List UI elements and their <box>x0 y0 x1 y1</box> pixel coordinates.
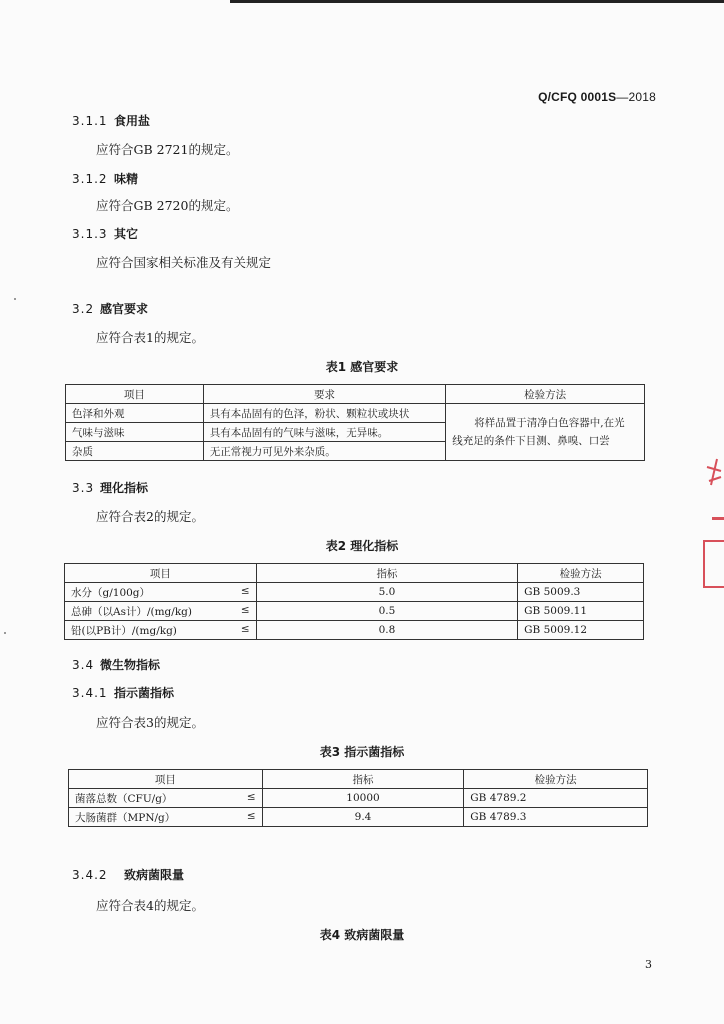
table3-header-method: 检验方法 <box>464 770 648 789</box>
table2-cell-item: 水分（g/100g） ≤ <box>65 583 257 602</box>
table2-caption: 表2 理化指标 <box>325 539 399 553</box>
table3-cell-method: GB 4789.2 <box>464 789 648 808</box>
table3-header-item: 项目 <box>69 770 263 789</box>
scan-speck <box>14 298 16 300</box>
table3-cell-value: 10000 <box>262 789 464 808</box>
table-row <box>65 583 644 602</box>
table1-cell-item: 气味与滋味 <box>66 423 204 442</box>
table-row <box>69 789 648 808</box>
table3-header-index: 指标 <box>262 770 464 789</box>
section-text-3-1-1: 应符合GB 2721的规定。 <box>96 142 239 157</box>
section-heading-3-4: 3.4 微生物指标 <box>72 658 161 672</box>
table3-cell-item: 大肠菌群（MPN/g） ≤ <box>69 808 263 827</box>
page-number: 3 <box>645 958 652 971</box>
section-text-3-4-2: 应符合表4的规定。 <box>96 898 204 913</box>
table2-header-item: 项目 <box>65 564 257 583</box>
table1-cell-requirement: 无正常视力可见外来杂质。 <box>203 442 446 461</box>
table1-header-method: 检验方法 <box>446 385 645 404</box>
section-text-3-1-2: 应符合GB 2720的规定。 <box>96 198 239 213</box>
seal-stamp-fragment <box>703 455 724 491</box>
seal-stamp-fragment <box>712 517 724 520</box>
section-text-3-3: 应符合表2的规定。 <box>96 509 204 524</box>
section-heading-3-1-1: 3.1.1 食用盐 <box>72 114 151 128</box>
table2-cell-method: GB 5009.3 <box>518 583 644 602</box>
table2-cell-value: 0.5 <box>256 602 517 621</box>
section-heading-3-1-2: 3.1.2 味精 <box>72 172 139 186</box>
table1-cell-item: 杂质 <box>66 442 204 461</box>
table-row <box>66 404 645 423</box>
table2-physicochemical <box>64 563 644 640</box>
table3-cell-method: GB 4789.3 <box>464 808 648 827</box>
table3-cell-item: 菌落总数（CFU/g） ≤ <box>69 789 263 808</box>
table2-cell-value: 5.0 <box>256 583 517 602</box>
table1-header-item: 项目 <box>66 385 204 404</box>
section-heading-3-2: 3.2 感官要求 <box>72 302 149 316</box>
table4-caption: 表4 致病菌限量 <box>319 928 405 942</box>
table2-cell-value: 0.8 <box>256 621 517 640</box>
table3-caption: 表3 指示菌指标 <box>319 745 405 759</box>
table2-header-index: 指标 <box>256 564 517 583</box>
table1-caption: 表1 感官要求 <box>325 360 399 374</box>
section-heading-3-3: 3.3 理化指标 <box>72 481 149 495</box>
table1-sensory <box>65 384 645 461</box>
table2-cell-item: 铅(以PB计）/(mg/kg) ≤ <box>65 621 257 640</box>
section-heading-3-4-1: 3.4.1 指示菌指标 <box>72 686 175 700</box>
table2-cell-item: 总砷（以As计）/(mg/kg) ≤ <box>65 602 257 621</box>
table1-cell-method: 将样品置于清净白色容器中,在光 线充足的条件下目测、鼻嗅、口尝 <box>446 404 645 461</box>
section-text-3-1-3: 应符合国家相关标准及有关规定 <box>96 255 272 270</box>
scan-speck <box>4 632 6 634</box>
section-heading-3-1-3: 3.1.3 其它 <box>72 227 139 241</box>
table1-cell-requirement: 具有本品固有的气味与滋味，无异味。 <box>203 423 446 442</box>
table2-header-method: 检验方法 <box>518 564 644 583</box>
table1-header-requirement: 要求 <box>203 385 446 404</box>
table-row <box>65 621 644 640</box>
section-text-3-4-1: 应符合表3的规定。 <box>96 715 204 730</box>
table2-cell-method: GB 5009.12 <box>518 621 644 640</box>
table2-cell-method: GB 5009.11 <box>518 602 644 621</box>
seal-stamp-fragment <box>703 540 724 588</box>
table-row <box>69 808 648 827</box>
table1-cell-item: 色泽和外观 <box>66 404 204 423</box>
table-row <box>65 602 644 621</box>
section-heading-3-4-2: 3.4.2 致病菌限量 <box>72 868 185 882</box>
scan-edge-line <box>230 0 724 3</box>
table3-cell-value: 9.4 <box>262 808 464 827</box>
table1-cell-requirement: 具有本品固有的色泽，粉状、颗粒状或块状 <box>203 404 446 423</box>
table3-indicator-bacteria <box>68 769 648 827</box>
document-code: Q/CFQ 0001S—2018 <box>538 90 656 104</box>
section-text-3-2: 应符合表1的规定。 <box>96 330 204 345</box>
